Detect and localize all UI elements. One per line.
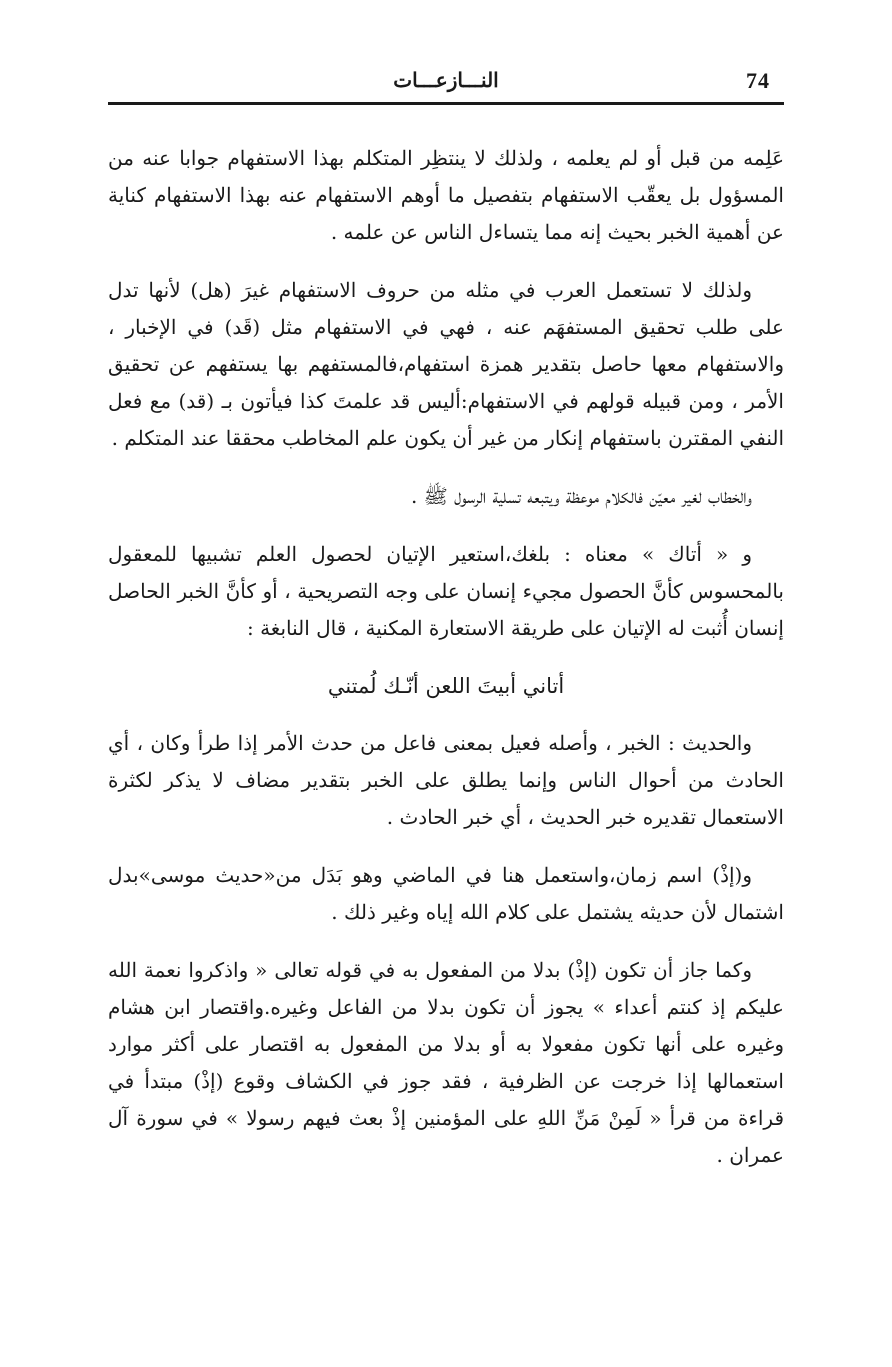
- poetry-verse: أتاني أبيتَ اللعن أنّـك لُمتني: [327, 674, 565, 698]
- paragraph: والحديث : الخبر ، وأصله فعيل بمعنى فاعل من حدث الأمر إذا طرأ وكان ، أي الحادث من أحوال الناس وإنما يطلق على الخبر بتقدير مضاف لا يذكر لكثرة الاستعمال تقديره خبر الحديث ، أي خبر الحادث .: [108, 731, 784, 829]
- paragraph: و « أتاك » معناه : بلغك،استعير الإتيان لحصول العلم تشبيها للمعقول بالمحسوس كأنَّ الحصول مجيء إنسان على وجه التصريحية ، أو كأنَّ الخبر الحاصل إنسان أُثبت له الإتيان على طريقة الاستعارة المكنية ، قال النابغة :: [108, 542, 784, 640]
- page-header: [108, 62, 784, 105]
- paragraph: وكما جاز أن تكون (إذْ) بدلا من المفعول به في قوله تعالى « واذكروا نعمة الله عليكم إذ كنتم أعداء » يجوز أن تكون بدلا من الفاعل وغيره.واقتصار ابن هشام وغيره على أنها تكون مفعولا به أو بدلا من المفعول به اقتصار على أكثر موارد استعمالها إذا خرجت عن الظرفية ، فقد جوز في الكشاف وقوع (إذْ) مبتدأ في قراءة من قرأ « لَمِنْ مَنِّ اللهِ على المؤمنين إذْ بعث فيهم رسولا » في سورة آل عمران .: [108, 958, 784, 1167]
- paragraph: والخطاب لغير معيّن فالكلام موعظة ويتبعه تسلية الرسول ﷺ .: [410, 484, 752, 508]
- paragraph: عَلِمه من قبل أو لم يعلمه ، ولذلك لا ينتظِر المتكلم بهذا الاستفهام جوابا عنه من المسؤول بل يعقّب الاستفهام بتفصيل ما أوهم الاستفهام عنه بهذا الاستفهام كناية عن أهمية الخبر بحيث إنه مما يتساءل الناس عن علمه .: [108, 146, 784, 244]
- body-text: [108, 140, 784, 1195]
- page-number: 74: [746, 68, 770, 93]
- paragraph: و(إذْ) اسم زمان،واستعمل هنا في الماضي وهو بَدَل من«حديث موسى»بدل اشتمال لأن حديثه يشتمل على كلام الله إياه وغير ذلك .: [108, 863, 784, 924]
- running-title: النـــازعـــات: [393, 68, 499, 92]
- paragraph: ولذلك لا تستعمل العرب في مثله من حروف الاستفهام غيرَ (هل) لأنها تدل على طلب تحقيق المستفهَم عنه ، فهي في الاستفهام مثل (قَد) في الإخبار ، والاستفهام معها حاصل بتقدير همزة استفهام،فالمستفهم بها يستفهم عن تحقيق الأمر ، ومن قبيله قولهم في الاستفهام:أليس قد علمتَ كذا فيأتون بـ (قد) مع فعل النفي المقترن باستفهام إنكار من غير أن يكون علم المخاطب محققا عند المتكلم .: [108, 278, 784, 450]
